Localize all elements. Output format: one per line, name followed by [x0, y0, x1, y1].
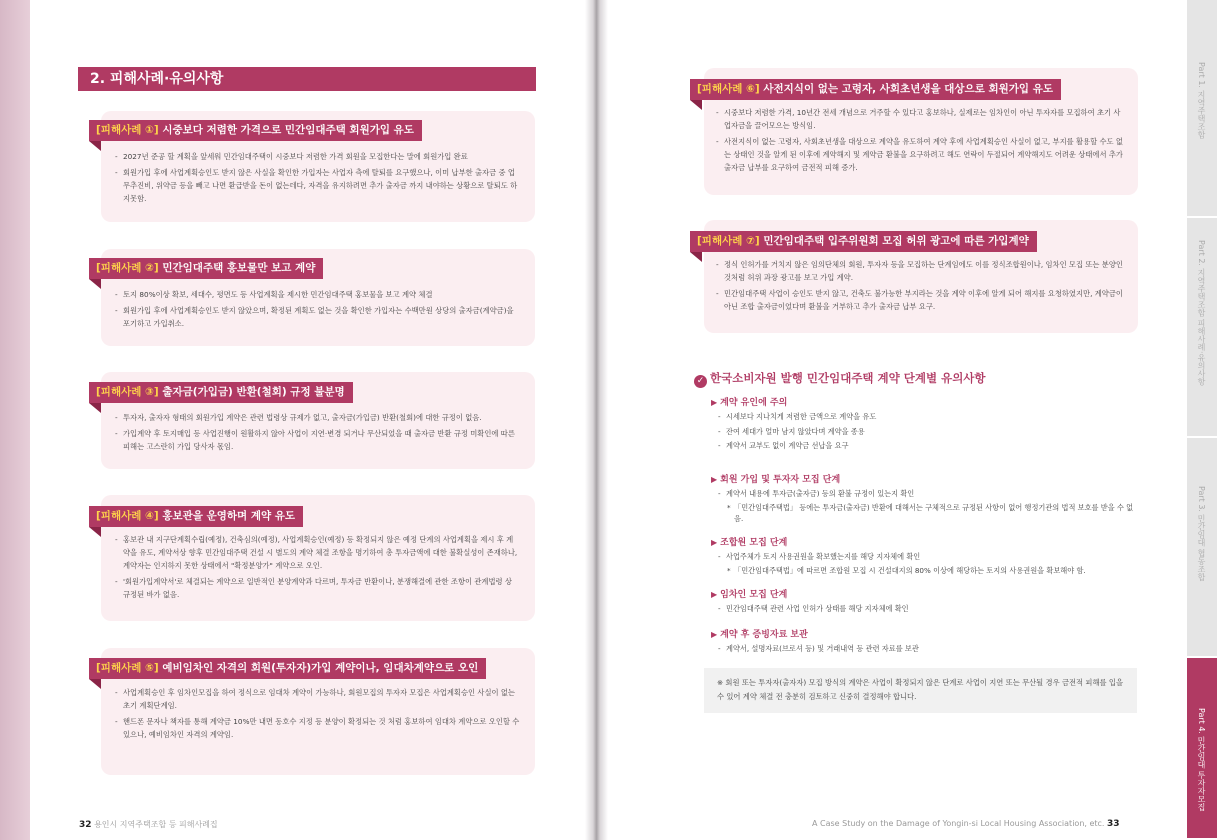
case-bullet: - 2027년 준공 할 계획을 앞세워 민간임대주택이 시중보다 저렴한 가격 회원을 모집한다는 말에 회원가입 완료	[115, 150, 520, 163]
case-bullet: - 회원가입 후에 사업계획승인도 받지 않았으며, 확정된 계획도 없는 것을 확인한 가입자는 수백만원 상당의 출자금(계약금)을 포기하고 가입취소.	[115, 304, 520, 330]
case-fold-4	[89, 527, 101, 537]
case-bullet: - 홍보관 내 지구단계획수립(예정), 건축심의(예정), 사업계획승인(예정) 등 확정되지 않은 예정 단계의 사업계획을 제시 후 계약을 유도, 계약서상 향후 민간임대주택 건설 시 별도의 계약 체결 조항을 명기하여 총 투자금액에 대한 불확실성이 존재하나, 계약자는 인지하지 못한 상태에서 "확정분양가" 계약으로 오인.	[115, 533, 520, 572]
case-bullets-4	[115, 533, 520, 604]
case-bullet: - 민간임대주택 사업이 승인도 받지 않고, 건축도 불가능한 부지라는 것을 계약 이후에 알게 되어 해지를 요청하였지만, 계약금이 아닌 조합 출자금이었다며 환불을 거부하고 추가 출자금 납부 요구.	[716, 287, 1126, 313]
step-title: 계약 후 증빙자료 보관	[720, 630, 808, 640]
page-number: 33	[1107, 819, 1120, 829]
side-tab-label: Part 3. 민간임대 협동조합	[1197, 486, 1206, 582]
step-item: - 계약서 내용에 투자금(출자금) 등의 환불 규정이 있는지 확인	[718, 487, 1138, 502]
case-bullet: - 투자자, 출자자 형태의 회원가입 계약은 관련 법령상 규제가 없고, 출자금(가입금) 반환(철회)에 대한 규정이 없음.	[115, 411, 520, 424]
step-list-5	[718, 642, 919, 657]
step-heading-3	[711, 535, 787, 548]
case-title-text: 홍보관을 운영하며 계약 유도	[162, 510, 296, 522]
step-item: - 계약서 교부도 없이 계약금 선납을 요구	[718, 439, 876, 454]
case-title-1	[89, 120, 422, 141]
side-tab-part-4[interactable]	[1187, 658, 1217, 840]
step-heading-1	[711, 395, 787, 408]
triangle-right-icon: ▶	[711, 630, 718, 639]
triangle-right-icon: ▶	[711, 398, 718, 407]
step-list-3	[718, 550, 1138, 576]
left-folio	[79, 819, 218, 830]
folio-text: A Case Study on the Damage of Yongin-si Local Housing Association, etc.	[812, 819, 1105, 828]
case-tag: [피해사례 ⑤]	[96, 662, 159, 674]
case-title-5	[89, 658, 486, 679]
check-circle-icon: ✓	[694, 375, 707, 388]
case-bullet: - 토지 80%이상 확보, 세대수, 평면도 등 사업계획을 제시한 민간임대주택 홍보물을 보고 계약 체결	[115, 288, 520, 301]
step-title: 계약 유인에 주의	[720, 398, 788, 408]
case-tag: [피해사례 ⑥]	[697, 83, 760, 95]
triangle-right-icon: ▶	[711, 475, 718, 484]
case-bullets-6	[716, 106, 1126, 177]
kca-title-text: 한국소비자원 발행 민간임대주택 계약 단계별 유의사항	[710, 371, 986, 385]
step-item: - 계약서, 설명자료(브로셔 등) 및 거래내역 등 관련 자료를 보관	[718, 642, 919, 657]
section-title: 2. 피해사례·유의사항	[78, 67, 536, 91]
case-title-6	[690, 79, 1061, 100]
case-title-7	[690, 231, 1037, 252]
case-bullet: - 가입계약 후 토지매입 등 사업진행이 원활하지 않아 사업이 지연·변경 되거나 무산되었을 때 출자금 반환 규정 미확인에 따른 피해는 고스란히 가입 당사자 몫임.	[115, 427, 520, 453]
case-title-text: 사전지식이 없는 고령자, 사회초년생을 대상으로 회원가입 유도	[763, 83, 1054, 95]
book-gutter	[585, 0, 608, 840]
case-title-text: 민간임대주택 홍보물만 보고 계약	[162, 262, 316, 274]
step-item: - 사업주체가 토지 사용권원을 확보했는지를 해당 지자체에 확인	[718, 550, 1138, 565]
case-fold-7	[690, 252, 702, 262]
case-bullets-2	[115, 288, 520, 333]
caution-note-box	[704, 668, 1137, 713]
case-bullet: - 사업계획승인 후 임차인모집을 하여 정식으로 임대차 계약이 가능하나, 회원모집의 투자자 모집은 사업계획승인 사실이 없는 초기 계획단계임.	[115, 686, 520, 712]
step-list-2	[718, 487, 1138, 525]
case-tag: [피해사례 ①]	[96, 124, 159, 136]
case-bullets-3	[115, 411, 520, 456]
left-page-edge	[0, 0, 30, 840]
case-bullets-1	[115, 150, 520, 208]
side-tab-label: Part 1. 지역주택조합	[1197, 62, 1206, 139]
case-title-text: 예비임차인 자격의 회원(투자자)가입 계약이나, 임대차계약으로 오인	[162, 662, 479, 674]
triangle-right-icon: ▶	[711, 590, 718, 599]
step-item: - 시세보다 지나치게 저렴한 금액으로 계약을 유도	[718, 410, 876, 425]
case-tag: [피해사례 ③]	[96, 386, 159, 398]
step-heading-2	[711, 472, 840, 485]
case-bullet: - 핸드폰 문자나 책자를 통해 계약금 10%만 내면 동호수 지정 등 분양이 확정되는 것 처럼 홍보하여 임대차 계약으로 오인할 수 있으나, 예비임차인 자격의 계약임.	[115, 715, 520, 741]
case-bullet: - 시중보다 저렴한 가격, 10년간 전세 개념으로 거주할 수 있다고 홍보하나, 실제로는 임차인이 아닌 투자자를 모집하여 초기 사업자금을 끌어모으는 방식임.	[716, 106, 1126, 132]
case-fold-6	[690, 100, 702, 110]
case-fold-2	[89, 279, 101, 289]
step-item: - 잔여 세대가 얼마 남지 않았다며 계약을 종용	[718, 425, 876, 440]
case-tag: [피해사례 ④]	[96, 510, 159, 522]
side-tab-part-1[interactable]	[1187, 0, 1217, 218]
triangle-right-icon: ▶	[711, 538, 718, 547]
step-title: 임차인 모집 단계	[720, 590, 788, 600]
side-tab-label: Part 2. 지역주택조합 피해사례·유의사항	[1197, 240, 1206, 386]
folio-text: 용인시 지역주택조합 등 피해사례집	[94, 820, 218, 829]
case-title-4	[89, 506, 303, 527]
case-tag: [피해사례 ②]	[96, 262, 159, 274]
case-bullets-5	[115, 686, 520, 744]
side-tab-part-2[interactable]	[1187, 218, 1217, 438]
step-subitem: * 「민간임대주택법」 등에는 투자금(출자금) 반환에 대해서는 구체적으로 규정된 사항이 없어 행정기관의 법적 보호를 받을 수 없음.	[718, 502, 1138, 525]
case-tag: [피해사례 ⑦]	[697, 235, 760, 247]
case-title-text: 민간임대주택 입주위원회 모집 허위 광고에 따른 가입계약	[763, 235, 1029, 247]
case-bullet: - 정식 인허가를 거치지 않은 임의단체의 회원, 투자자 등을 모집하는 단계임에도 이를 정식조합원이나, 임차인 모집 또는 분양인 것처럼 허위 과장 광고를 보고 가입 계약.	[716, 258, 1126, 284]
caution-note: ※ 회원 또는 투자자(출자자) 모집 방식의 계약은 사업이 확정되지 않은 단계로 사업이 지연 또는 무산될 경우 금전적 피해를 입을 수 있어 계약 체결 전 충분히 검토하고 신중히 결정해야 합니다.	[717, 678, 1123, 701]
side-tab-strip	[1187, 0, 1217, 840]
step-item: - 민간임대주택 관련 사업 인허가 상태를 해당 지자체에 확인	[718, 602, 909, 617]
kca-section-title	[694, 370, 986, 388]
case-bullet: - '회원가입계약서'로 체결되는 계약으로 일반적인 분양계약과 다르며, 투자금 반환이나, 분쟁해결에 관한 조항이 관계법령 상 규정된 바가 없음.	[115, 575, 520, 601]
case-bullets-7	[716, 258, 1126, 316]
case-title-3	[89, 382, 353, 403]
step-list-1	[718, 410, 876, 454]
side-tab-label: Part 4. 민간임대 투자자모집	[1197, 708, 1206, 812]
case-bullet: - 회원가입 후에 사업계획승인도 받지 않은 사실을 확인한 가입자는 사업자 측에 탈퇴를 요구했으나, 이미 납부한 출자금 중 업무추진비, 위약금 등을 빼고 나면 환급받을 돈이 없는데다, 자격을 유지하려면 추가 출자금 까지 내야하는 상황으로 탈퇴도 하지못함.	[115, 166, 520, 205]
case-title-2	[89, 258, 323, 279]
case-fold-3	[89, 403, 101, 413]
step-subitem: * 「민간임대주택법」에 따르면 조합원 모집 시 건설대지의 80% 이상에 해당하는 토지의 사용권원을 확보해야 함.	[718, 565, 1138, 577]
case-title-text: 출자금(가입금) 반환(철회) 규정 불분명	[162, 386, 345, 398]
step-title: 조합원 모집 단계	[720, 538, 788, 548]
step-heading-4	[711, 587, 787, 600]
page-number: 32	[79, 820, 92, 830]
step-title: 회원 가입 및 투자자 모집 단계	[720, 475, 841, 485]
case-title-text: 시중보다 저렴한 가격으로 민간임대주택 회원가입 유도	[162, 124, 414, 136]
case-bullet: - 사전지식이 없는 고령자, 사회초년생을 대상으로 계약을 유도하여 계약 후에 사업계획승인 사실이 없고, 부지를 활용할 수도 없는 상태인 것을 알게 된 이후에 계약해지 및 계약금 환불을 요구하려고 해도 연락이 두절되어 계약해지도 어려운 상태에서 추가 출자금 납부를 요구하여 금전적 피해 증가.	[716, 135, 1126, 174]
case-fold-1	[89, 141, 101, 151]
step-heading-5	[711, 627, 808, 640]
side-tab-part-3[interactable]	[1187, 438, 1217, 658]
right-folio	[812, 819, 1120, 829]
step-list-4	[718, 602, 909, 617]
case-fold-5	[89, 679, 101, 689]
